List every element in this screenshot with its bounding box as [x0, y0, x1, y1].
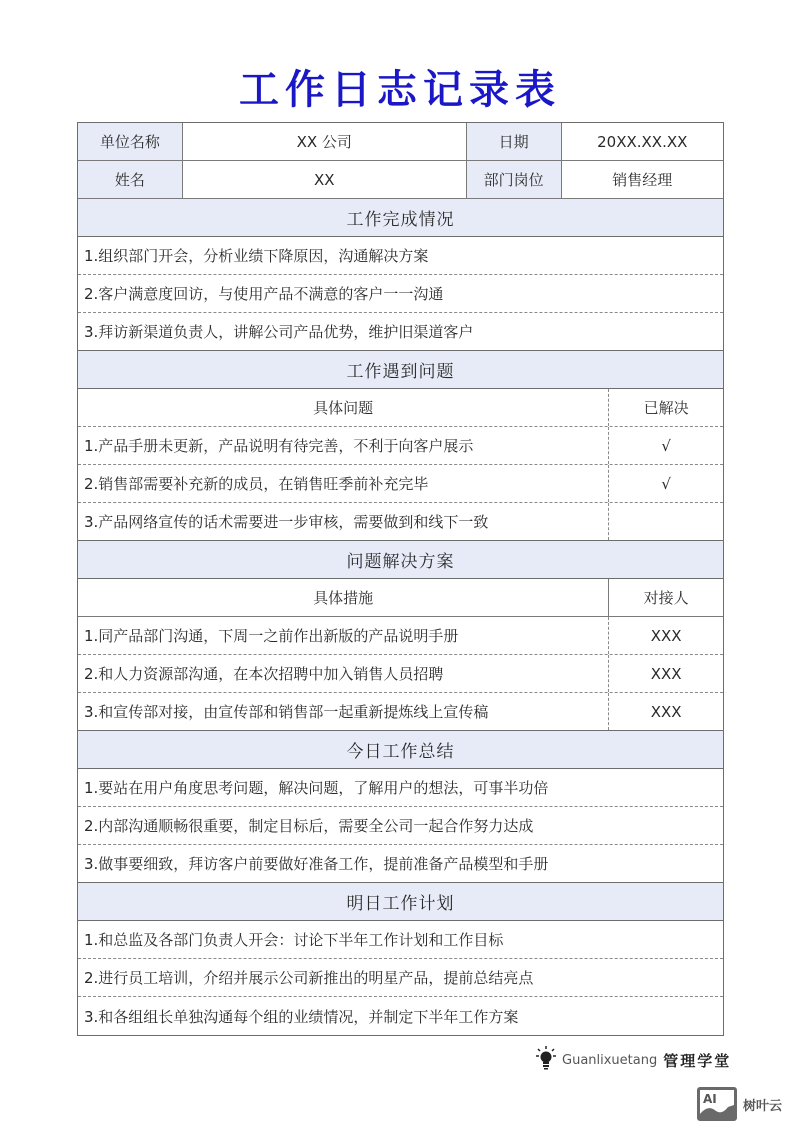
problem-resolved-check[interactable]: √	[661, 436, 671, 455]
problem-row	[78, 427, 723, 465]
watermark-text: 树叶云	[743, 1098, 783, 1114]
plan-item-text[interactable]: 2.进行员工培训，介绍并展示公司新推出的明星产品，提前总结亮点	[84, 969, 534, 987]
solution-row	[78, 655, 723, 693]
solution-contact[interactable]: XXX	[650, 702, 682, 721]
problem-issue[interactable]: 1.产品手册未更新，产品说明有待完善，不利于向客户展示	[78, 427, 609, 464]
brand-logo	[536, 1046, 731, 1074]
solution-measure[interactable]: 3.和宣传部对接，由宣传部和销售部一起重新提炼线上宣传稿	[78, 693, 609, 730]
plan-item	[78, 997, 723, 1035]
dept-label: 部门岗位	[467, 161, 562, 198]
solution-contact[interactable]: XXX	[650, 664, 682, 683]
lightbulb-icon	[536, 1046, 556, 1074]
col-issue: 具体问题	[78, 389, 609, 426]
plan-header: 明日工作计划	[78, 883, 723, 920]
solution-row	[78, 617, 723, 655]
problem-issue[interactable]: 2.销售部需要补充新的成员，在销售旺季前补充完毕	[78, 465, 609, 502]
completion-item-text[interactable]: 3.拜访新渠道负责人，讲解公司产品优势，维护旧渠道客户	[84, 323, 474, 341]
col-resolved: 已解决	[643, 399, 689, 417]
ai-image-icon	[697, 1087, 737, 1121]
solutions-section	[78, 541, 723, 579]
plan-section	[78, 883, 723, 921]
problems-section	[78, 351, 723, 389]
problem-row	[78, 503, 723, 541]
plan-item	[78, 921, 723, 959]
plan-item-text[interactable]: 3.和各组组长单独沟通每个组的业绩情况，并制定下半年工作方案	[84, 1007, 519, 1026]
completion-item	[78, 237, 723, 275]
brand-chinese: 管理学堂	[663, 1051, 732, 1070]
summary-item-text[interactable]: 1.要站在用户角度思考问题，解决问题，了解用户的想法，可事半功倍	[84, 779, 549, 797]
problem-resolved-check[interactable]: √	[661, 474, 671, 493]
summary-header: 今日工作总结	[78, 731, 723, 768]
summary-item	[78, 845, 723, 883]
date-value[interactable]: 20XX.XX.XX	[597, 132, 688, 151]
solutions-column-headers	[78, 579, 723, 617]
completion-item	[78, 275, 723, 313]
completion-item-text[interactable]: 2.客户满意度回访，与使用产品不满意的客户一一沟通	[84, 285, 444, 303]
plan-item	[78, 959, 723, 997]
unit-value[interactable]: XX 公司	[183, 123, 467, 160]
problem-issue[interactable]: 3.产品网络宣传的话术需要进一步审核，需要做到和线下一致	[78, 503, 609, 540]
problem-resolved-check[interactable]	[609, 503, 723, 540]
completion-section	[78, 199, 723, 237]
name-label: 姓名	[78, 161, 183, 198]
summary-item	[78, 807, 723, 845]
problems-column-headers	[78, 389, 723, 427]
brand-english: Guanlixuetang	[562, 1052, 658, 1068]
solution-measure[interactable]: 1.同产品部门沟通，下周一之前作出新版的产品说明手册	[78, 617, 609, 654]
unit-label: 单位名称	[78, 123, 183, 160]
solutions-header: 问题解决方案	[78, 541, 723, 578]
page-title: 工作日志记录表	[239, 67, 561, 113]
solution-row	[78, 693, 723, 731]
completion-item-text[interactable]: 1.组织部门开会，分析业绩下降原因，沟通解决方案	[84, 247, 429, 265]
summary-item	[78, 769, 723, 807]
solution-measure[interactable]: 2.和人力资源部沟通，在本次招聘中加入销售人员招聘	[78, 655, 609, 692]
plan-item-text[interactable]: 1.和总监及各部门负责人开会：讨论下半年工作计划和工作目标	[84, 931, 504, 949]
watermark-badge: AI	[703, 1092, 717, 1106]
problem-row	[78, 465, 723, 503]
work-log-table	[77, 122, 724, 1036]
info-row-1	[78, 123, 723, 161]
problems-header: 工作遇到问题	[78, 351, 723, 388]
summary-item-text[interactable]: 2.内部沟通顺畅很重要，制定目标后，需要全公司一起合作努力达成	[84, 817, 534, 835]
completion-item	[78, 313, 723, 351]
solution-contact[interactable]: XXX	[650, 626, 682, 645]
watermark	[697, 1087, 782, 1121]
col-contact: 对接人	[643, 589, 689, 607]
summary-section	[78, 731, 723, 769]
date-label: 日期	[467, 123, 562, 160]
dept-value[interactable]: 销售经理	[612, 171, 673, 189]
name-value[interactable]: XX	[183, 161, 467, 198]
summary-item-text[interactable]: 3.做事要细致，拜访客户前要做好准备工作，提前准备产品模型和手册	[84, 855, 549, 873]
info-row-2	[78, 161, 723, 199]
completion-header: 工作完成情况	[78, 199, 723, 236]
col-measure: 具体措施	[78, 579, 609, 616]
